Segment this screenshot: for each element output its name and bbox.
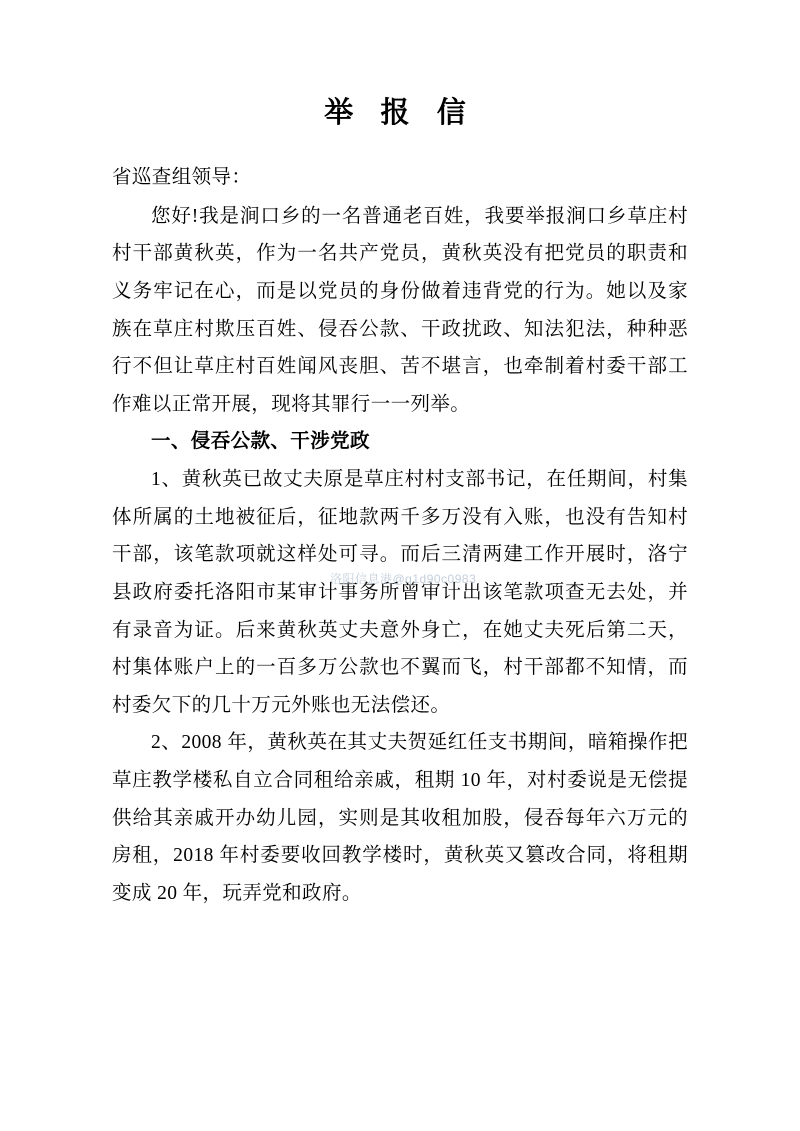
paragraph-intro: 您好!我是涧口乡的一名普通老百姓，我要举报涧口乡草庄村村干部黄秋英，作为一名共产党员，黄秋英没有把党员的职责和义务牢记在心，而是以党员的身份做着违背党的行为。她以及家族在草庄村欺压百姓、侵吞公款、干政扰政、知法犯法，种种恶行不但让草庄村百姓闻风丧胆、苦不堪言，也牵制着村委干部工作难以正常开展，现将其罪行一一列举。 [112, 205, 688, 415]
paragraph-item-2: 2、2008 年，黄秋英在其丈夫贺延红任支书期间，暗箱操作把草庄教学楼私自立合同租给亲戚，租期 10 年，对村委说是无偿提供给其亲戚开办幼儿园，实则是其收租加股，侵吞每年六万元的房租，2018 年村委要收回教学楼时，黄秋英又篡改合同，将租期变成 20 年，玩弄党和政府。 [112, 732, 688, 904]
section-heading-1: 一、侵吞公款、干涉党政 [151, 431, 370, 453]
paragraph-item-1: 1、黄秋英已故丈夫原是草庄村村支部书记，在任期间，村集体所属的土地被征后，征地款两千多万没有入账，也没有告知村干部，该笔款项就这样处可寻。而后三清两建工作开展时，洛宁县政府委托洛阳市某审计事务所曾审计出该笔款项查无去处，并有录音为证。后来黄秋英丈夫意外身亡，在她丈夫死后第二天，村集体账户上的一百多万公款也不翼而飞，村干部都不知情，而村委欠下的几十万元外账也无法偿还。 [112, 469, 688, 716]
watermark-text: 洛阳信息港@q1d90c0983 [330, 572, 477, 586]
page-title: 举 报 信 [324, 97, 476, 129]
salutation: 省巡查组领导： [112, 166, 252, 188]
